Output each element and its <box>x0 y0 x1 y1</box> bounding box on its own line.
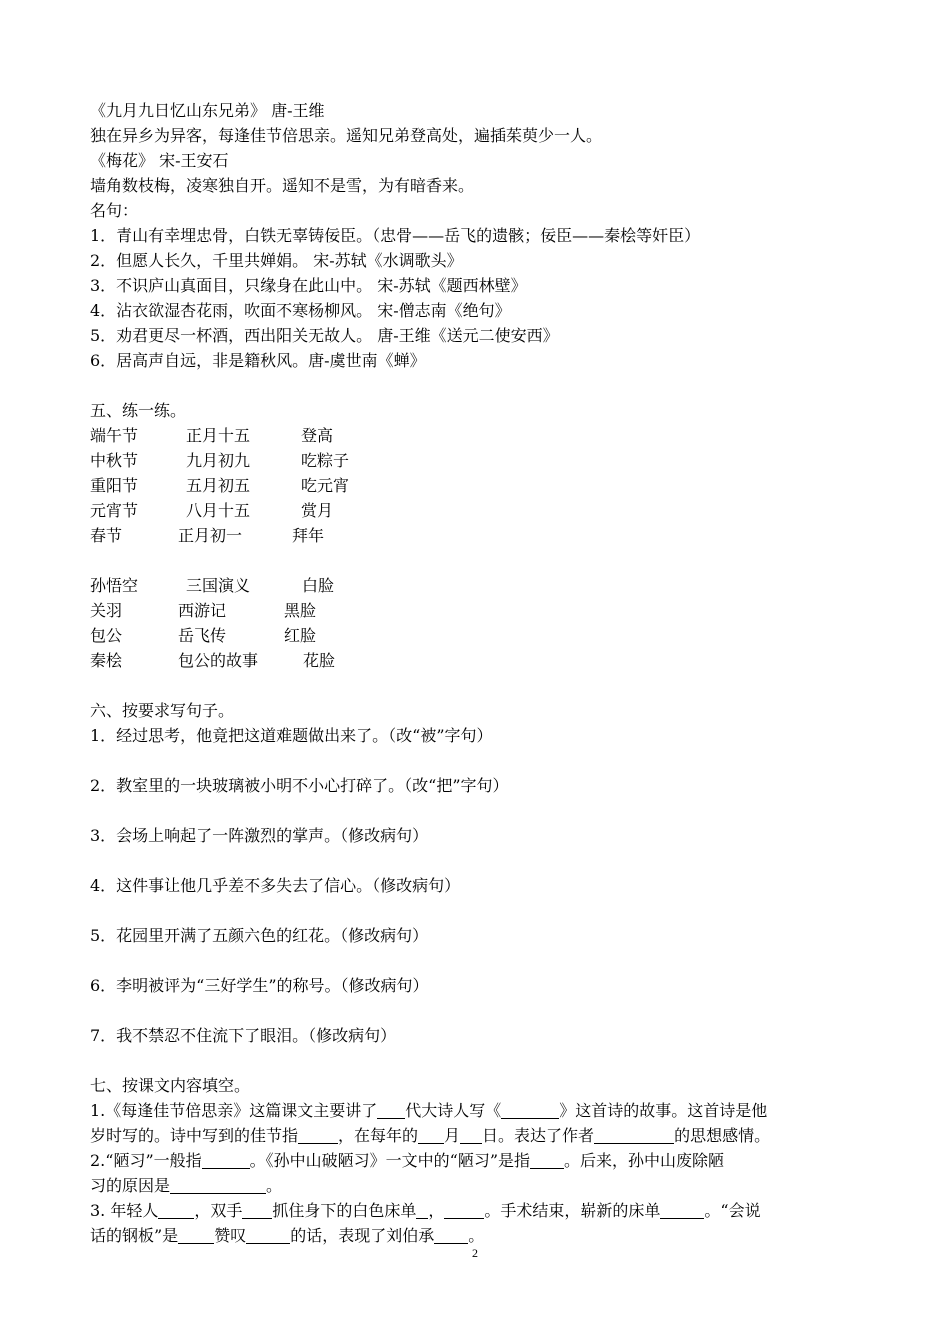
answer-blank[interactable] <box>460 1125 482 1144</box>
answer-blank[interactable] <box>377 1100 405 1119</box>
answer-blank[interactable] <box>530 1150 564 1169</box>
match-row <box>90 498 865 523</box>
match-work: 包公的故事 <box>178 651 259 670</box>
famous-item: 5．劝君更尽一杯酒，西出阳关无故人。 唐-王维《送元二使安西》 <box>90 326 559 345</box>
answer-blank[interactable] <box>501 1100 559 1119</box>
document-page <box>90 98 865 1248</box>
match-festival: 元宵节 <box>90 501 139 520</box>
poem-text: 墙角数枝梅，凌寒独自开。遥知不是雪，为有暗香来。 <box>90 176 475 195</box>
famous-item: 6．居高声自远，非是籍秋风。唐-虞世南《蝉》 <box>90 351 426 370</box>
rewrite-item: 3．会场上响起了一阵激烈的掌声。（修改病句） <box>90 826 429 845</box>
famous-item: 4．沾衣欲湿杏花雨，吹面不寒杨柳风。 宋-僧志南《绝句》 <box>90 301 511 320</box>
answer-blank[interactable] <box>246 1225 290 1244</box>
fill-question-2: 2.“陋习”一般指 。《孙中山破陋习》一文中的“陋习”是指 。后来，孙中山废除陋 习的原因是 。 <box>90 1151 725 1195</box>
section6-heading: 六、按要求写句子。 <box>90 701 235 720</box>
answer-blank[interactable] <box>434 1225 468 1244</box>
answer-blank[interactable] <box>178 1225 214 1244</box>
answer-blank[interactable] <box>418 1125 444 1144</box>
answer-blank[interactable] <box>444 1200 484 1219</box>
match-date: 五月初五 <box>186 476 251 495</box>
answer-blank[interactable] <box>660 1200 704 1219</box>
match-custom: 登高 <box>301 426 334 445</box>
match-row <box>90 523 865 548</box>
answer-blank[interactable] <box>170 1175 266 1194</box>
match-character: 孙悟空 <box>90 576 139 595</box>
match-row <box>90 648 865 673</box>
page-number: 2 <box>472 1246 478 1260</box>
match-row <box>90 473 865 498</box>
match-character: 关羽 <box>90 601 123 620</box>
match-work: 三国演义 <box>186 576 251 595</box>
match-mask: 花脸 <box>303 651 336 670</box>
match-work: 西游记 <box>178 601 227 620</box>
match-work: 岳飞传 <box>178 626 227 645</box>
famous-heading: 名句： <box>90 201 139 220</box>
answer-blank[interactable] <box>202 1150 250 1169</box>
fill-question-3: 3. 年轻人 ，双手 抓住身下的白色床单 ， 。手术结束，崭新的床单 。“会说 话的钢板”是 赞叹 的话，表现了刘伯承 。 <box>90 1201 761 1245</box>
rewrite-item: 4．这件事让他几乎差不多失去了信心。（修改病句） <box>90 876 461 895</box>
answer-blank[interactable] <box>416 1200 428 1219</box>
answer-blank[interactable] <box>594 1125 674 1144</box>
section7-heading: 七、按课文内容填空。 <box>90 1076 251 1095</box>
match-custom: 赏月 <box>301 501 334 520</box>
fill-question-1: 1.《每逢佳节倍思亲》这篇课文主要讲了 代大诗人写《 》这首诗的故事。这首诗是他 岁时写的。诗中写到的佳节指 ，在每年的 月 日。表达了作者 的思想感情。 <box>90 1101 771 1145</box>
answer-blank[interactable] <box>242 1200 272 1219</box>
match-mask: 红脸 <box>284 626 317 645</box>
famous-item: 3．不识庐山真面目，只缘身在此山中。 宋-苏轼《题西林壁》 <box>90 276 527 295</box>
match-mask: 黑脸 <box>284 601 317 620</box>
match-date: 正月十五 <box>186 426 251 445</box>
match-character: 包公 <box>90 626 123 645</box>
match-festival: 端午节 <box>90 426 139 445</box>
rewrite-item: 1．经过思考，他竟把这道难题做出来了。（改“被”字句） <box>90 726 493 745</box>
match-festival: 春节 <box>90 526 123 545</box>
poem-title: 《九月九日忆山东兄弟》 唐-王维 <box>90 101 325 120</box>
answer-blank[interactable] <box>298 1125 338 1144</box>
section5-heading: 五、练一练。 <box>90 401 187 420</box>
match-row <box>90 423 865 448</box>
match-character: 秦桧 <box>90 651 123 670</box>
poem-title: 《梅花》 宋-王安石 <box>90 151 229 170</box>
match-date: 九月初九 <box>186 451 251 470</box>
rewrite-item: 5．花园里开满了五颜六色的红花。（修改病句） <box>90 926 429 945</box>
match-row <box>90 598 865 623</box>
match-date: 正月初一 <box>178 526 243 545</box>
match-row <box>90 623 865 648</box>
match-mask: 白脸 <box>302 576 335 595</box>
match-custom: 拜年 <box>292 526 325 545</box>
match-row <box>90 573 865 598</box>
match-festival: 中秋节 <box>90 451 139 470</box>
match-date: 八月十五 <box>186 501 251 520</box>
answer-blank[interactable] <box>158 1200 194 1219</box>
famous-item: 2．但愿人长久，千里共婵娟。 宋-苏轼《水调歌头》 <box>90 251 463 270</box>
match-custom: 吃元宵 <box>301 476 350 495</box>
rewrite-item: 7．我不禁忍不住流下了眼泪。（修改病句） <box>90 1026 397 1045</box>
poem-text: 独在异乡为异客，每逢佳节倍思亲。遥知兄弟登高处，遍插茱萸少一人。 <box>90 126 603 145</box>
match-custom: 吃粽子 <box>301 451 350 470</box>
match-row <box>90 448 865 473</box>
rewrite-item: 6．李明被评为“三好学生”的称号。（修改病句） <box>90 976 429 995</box>
match-festival: 重阳节 <box>90 476 139 495</box>
famous-item: 1．青山有幸埋忠骨，白铁无辜铸佞臣。（忠骨——岳飞的遗骸；佞臣——秦桧等奸臣） <box>90 226 701 245</box>
rewrite-item: 2．教室里的一块玻璃被小明不小心打碎了。（改“把”字句） <box>90 776 509 795</box>
